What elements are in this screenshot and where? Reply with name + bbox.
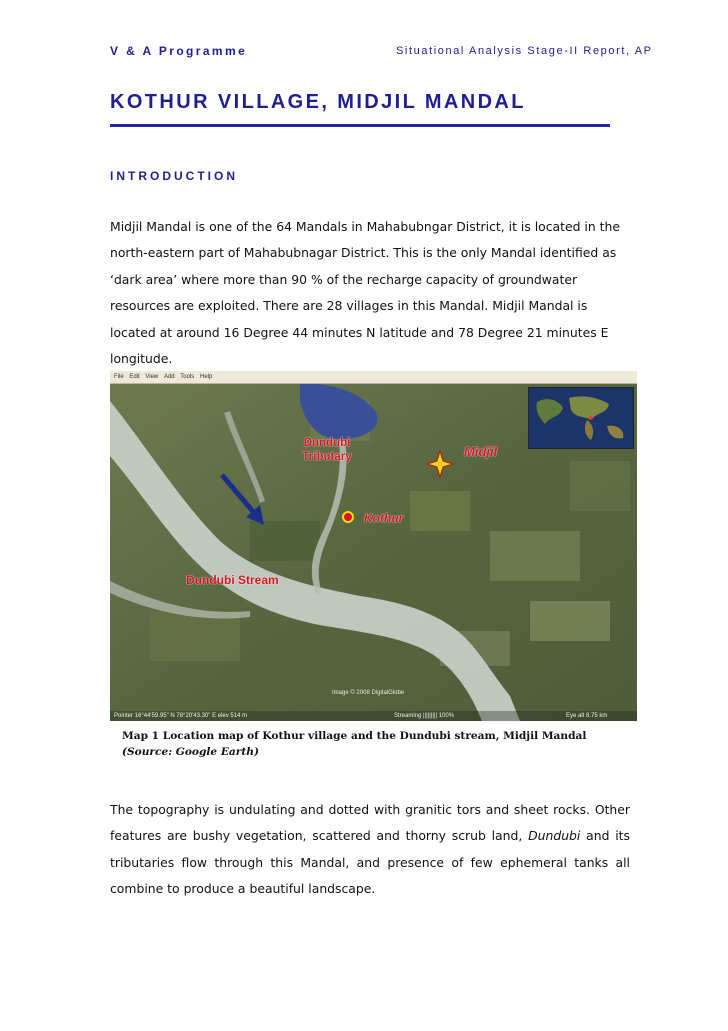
map-menubar xyxy=(110,371,637,384)
label-dundubi-tributary xyxy=(292,436,362,464)
caption-source: (Source: Google Earth) xyxy=(122,746,259,758)
status-eye-altitude: Eye alt 8.75 km xyxy=(566,713,608,719)
location-map xyxy=(110,371,637,721)
topography-text-1: The topography is undulating and dotted with granitic tors and sheet rocks. Other features are bushy vegetation, scattered and thorny scrub land, xyxy=(110,802,630,844)
caption-main: Map 1 Location map of Kothur village and the Dundubi stream, Midjil Mandal xyxy=(122,730,587,742)
menu-view: View xyxy=(145,374,159,380)
label-dundubi-stream: Dundubi Stream xyxy=(186,573,279,587)
status-pointer-coordinates: Pointer 16°44'59.95" N 78°20'43.30" E elev 514 m xyxy=(114,713,248,719)
menu-tools: Tools xyxy=(180,374,195,380)
page-title: KOTHUR VILLAGE, MIDJIL MANDAL xyxy=(110,91,526,113)
menu-file: File xyxy=(114,374,124,380)
label-kothur: Kothur xyxy=(364,511,404,525)
header-programme: V & A Programme xyxy=(110,44,248,58)
title-underline xyxy=(110,124,610,127)
section-heading: INTRODUCTION xyxy=(110,169,238,183)
label-midjil: Midjil xyxy=(464,444,498,459)
overview-globe-minimap xyxy=(528,387,634,449)
menu-add: Add xyxy=(163,374,175,380)
menu-edit: Edit xyxy=(129,374,140,380)
label-dundubi-tributary-line2: Tributary xyxy=(302,451,352,463)
status-streaming: Streaming ||||||||| 100% xyxy=(394,713,455,719)
topography-italic: Dundubi xyxy=(528,828,581,844)
header-report-title: Situational Analysis Stage-II Report, AP xyxy=(396,45,653,57)
map-statusbar xyxy=(110,711,637,721)
label-dundubi-tributary-line1: Dundubi xyxy=(303,437,351,449)
topography-paragraph xyxy=(110,797,630,903)
map-caption xyxy=(122,728,622,760)
menu-help: Help xyxy=(199,374,213,380)
intro-paragraph: Midjil Mandal is one of the 64 Mandals in Mahabubngar District, it is located in the north-eastern part of Mahabubnagar District. This is the only Mandal identified as ‘dark area’ where more than 90 % of the recharge capacity of groundwater resources are exploited. There are 28 villages in this Mandal. Midjil Mandal is located at around 16 Degree 44 minutes N latitude and 78 Degree 21 minutes E longitude. xyxy=(110,219,620,367)
imagery-copyright: Image © 2008 DigitalGlobe xyxy=(332,690,405,696)
topography-text-2: and its tributaries flow through this Mandal, and presence of few ephemeral tanks all combine to produce a beautiful landscape. xyxy=(110,828,630,897)
